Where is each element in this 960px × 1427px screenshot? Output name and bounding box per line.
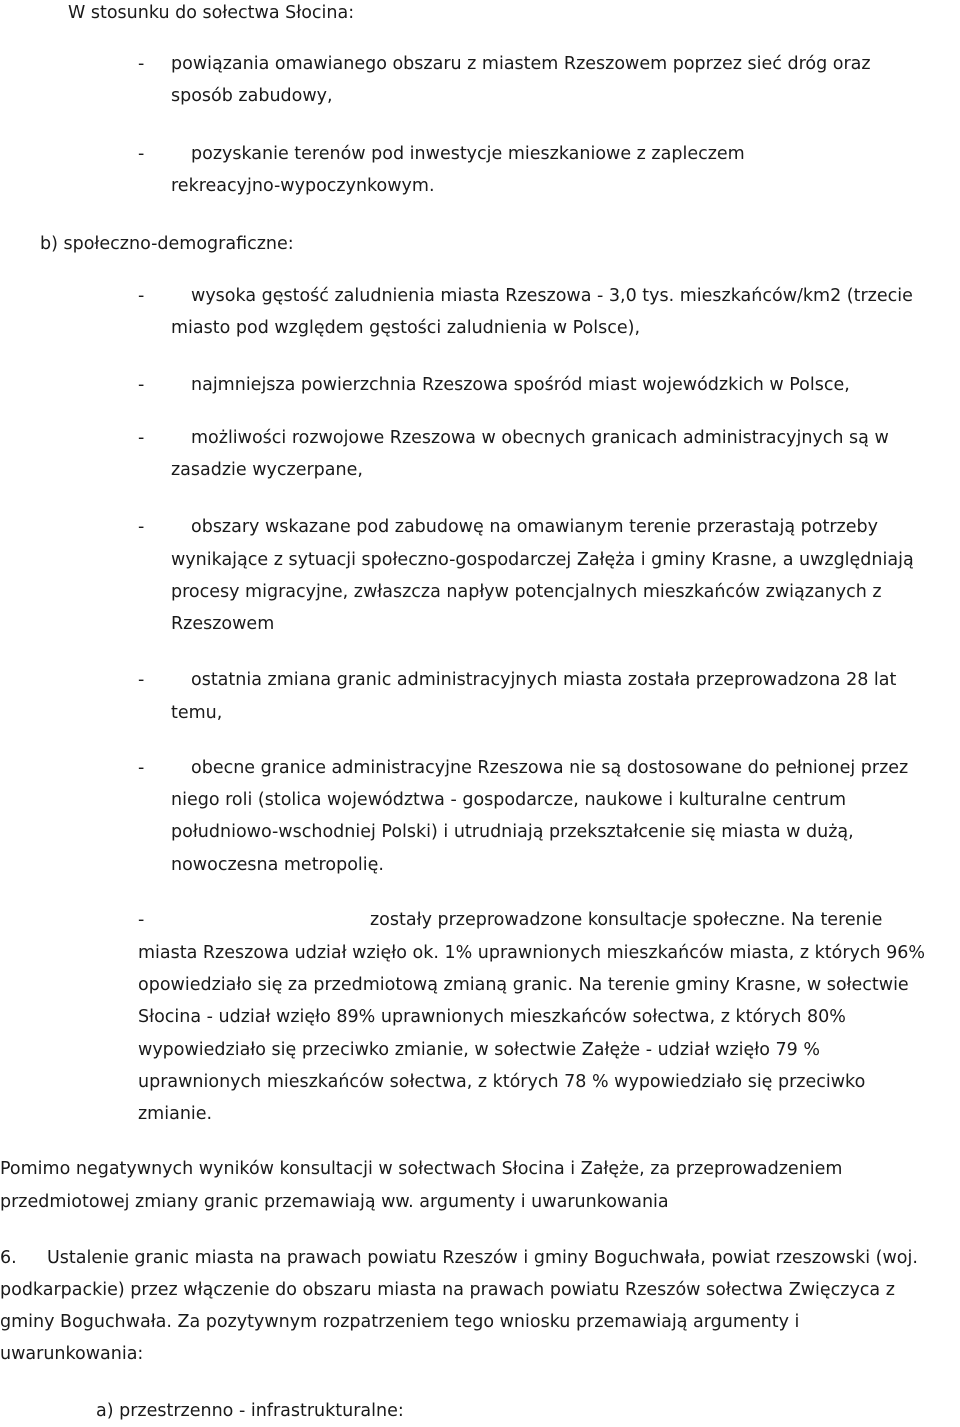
list-item-line: Rzeszowem xyxy=(171,614,275,634)
list-item-line: ostatnia zmiana granic administracyjnych miasta została przeprowadzona 28 lat xyxy=(191,670,897,690)
consultation-line: wypowiedziało się przeciwko zmianie, w sołectwie Załęże - udział wzięło 79 % xyxy=(138,1040,820,1060)
list-item-line: obecne granice administracyjne Rzeszowa nie są dostosowane do pełnionej przez xyxy=(191,758,909,778)
list-item-line: wynikające z sytuacji społeczno-gospodarczej Załęża i gminy Krasne, a uwzględniają xyxy=(171,550,914,570)
list-item-line: miasto pod względem gęstości zaludnienia w Polsce), xyxy=(171,318,641,338)
list-item-line: niego roli (stolica województwa - gospodarcze, naukowe i kulturalne centrum xyxy=(171,790,847,810)
consultation-line: uprawnionych mieszkańców sołectwa, z których 78 % wypowiedziało się przeciwko xyxy=(138,1072,866,1092)
list-dash: - xyxy=(138,144,145,164)
list-dash: - xyxy=(138,670,145,690)
summary-line: przedmiotowej zmiany granic przemawiają ww. argumenty i uwarunkowania xyxy=(0,1192,669,1212)
section-b-heading: b) społeczno-demograficzne: xyxy=(40,234,294,254)
list-item-line: nowoczesna metropolię. xyxy=(171,855,384,875)
list-item-line: możliwości rozwojowe Rzeszowa w obecnych granicach administracyjnych są w xyxy=(191,428,889,448)
consultation-line: zmianie. xyxy=(138,1104,213,1124)
consultation-line: miasta Rzeszowa udział wzięło ok. 1% uprawnionych mieszkańców miasta, z których 96% xyxy=(138,943,926,963)
list-item-line: najmniejsza powierzchnia Rzeszowa spośród miast wojewódzkich w Polsce, xyxy=(191,375,850,395)
point6-line: gminy Boguchwała. Za pozytywnym rozpatrzeniem tego wniosku przemawiają argumenty i xyxy=(0,1312,800,1332)
point-number: 6. xyxy=(0,1248,17,1268)
consultation-line: Słocina - udział wzięło 89% uprawnionych mieszkańców sołectwa, z których 80% xyxy=(138,1007,846,1027)
point6-line: Ustalenie granic miasta na prawach powiatu Rzeszów i gminy Boguchwała, powiat rzeszowski (woj. xyxy=(47,1248,918,1268)
list-dash: - xyxy=(138,375,145,395)
point6-line: uwarunkowania: xyxy=(0,1344,144,1364)
consultation-line: opowiedziało się za przedmiotową zmianą granic. Na terenie gminy Krasne, w sołectwie xyxy=(138,975,909,995)
list-item-line: południowo-wschodniej Polski) i utrudniają przekształcenie się miasta w dużą, xyxy=(171,822,854,842)
list-dash: - xyxy=(138,428,145,448)
list-item-line: procesy migracyjne, zwłaszcza napływ potencjalnych mieszkańców związanych z xyxy=(171,582,882,602)
list-item-line: wysoka gęstość zaludnienia miasta Rzeszowa - 3,0 tys. mieszkańców/km2 (trzecie xyxy=(191,286,913,306)
section-a-heading: a) przestrzenno - infrastrukturalne: xyxy=(96,1401,404,1421)
point6-line: podkarpackie) przez włączenie do obszaru miasta na prawach powiatu Rzeszów sołectwa Zwięczyca z xyxy=(0,1280,895,1300)
consultation-line: zostały przeprowadzone konsultacje społeczne. Na terenie xyxy=(370,910,883,930)
list-item-line: obszary wskazane pod zabudowę na omawianym terenie przerastają potrzeby xyxy=(191,517,878,537)
list-item-line: zasadzie wyczerpane, xyxy=(171,460,363,480)
list-item-line: temu, xyxy=(171,703,223,723)
list-item-line: pozyskanie terenów pod inwestycje mieszkaniowe z zapleczem xyxy=(191,144,745,164)
heading-slocin: W stosunku do sołectwa Słocina: xyxy=(68,3,355,23)
list-dash: - xyxy=(138,758,145,778)
list-dash: - xyxy=(138,517,145,537)
list-item-line: sposób zabudowy, xyxy=(171,86,333,106)
list-dash: - xyxy=(138,54,145,74)
list-dash: - xyxy=(138,910,145,930)
list-dash: - xyxy=(138,286,145,306)
list-item-line: powiązania omawianego obszaru z miastem Rzeszowem poprzez sieć dróg oraz xyxy=(171,54,871,74)
summary-line: Pomimo negatywnych wyników konsultacji w sołectwach Słocina i Załęże, za przeprowadzeniem xyxy=(0,1159,843,1179)
list-item-line: rekreacyjno-wypoczynkowym. xyxy=(171,176,435,196)
